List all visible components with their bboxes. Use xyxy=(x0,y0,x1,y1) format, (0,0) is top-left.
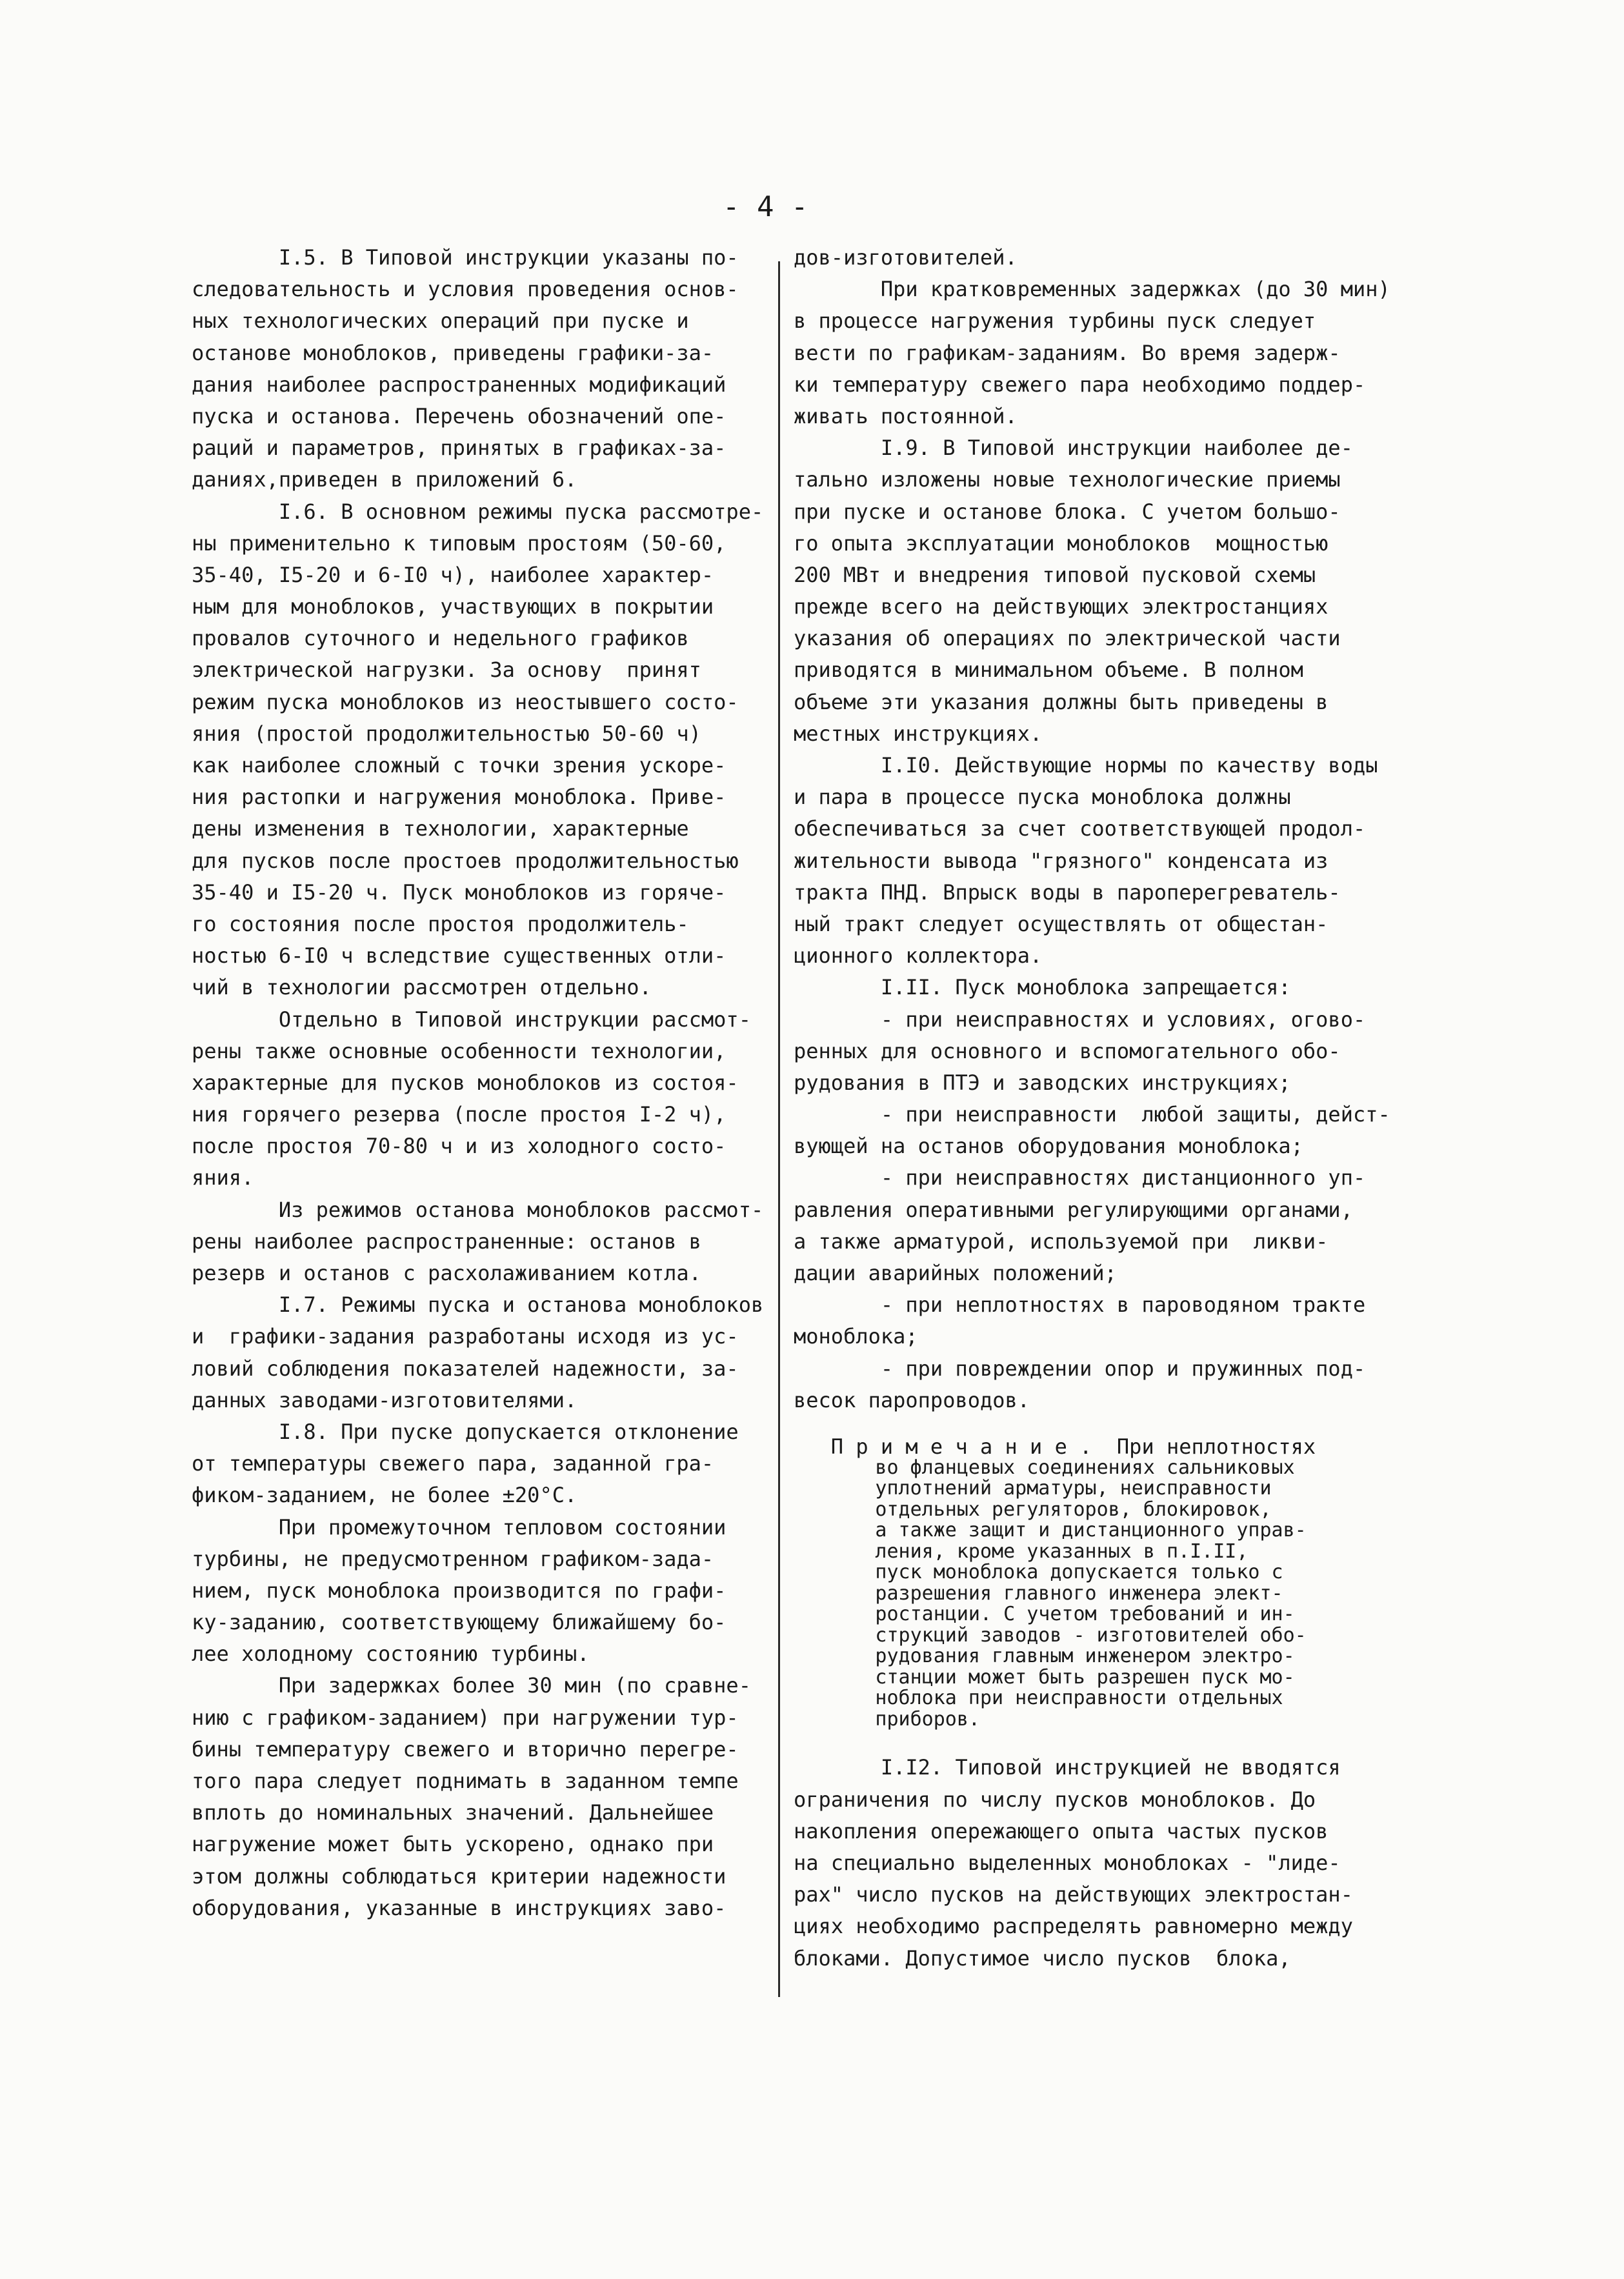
text-line: на специально выделенных моноблоках - "лиде- xyxy=(794,1851,1341,1875)
text-line: ным для моноблоков, участвующих в покрытии xyxy=(192,594,714,619)
text-line: тракта ПНД. Впрыск воды в пароперегреватель- xyxy=(794,879,1341,905)
text-line: лее холодному состоянию турбины. xyxy=(192,1641,590,1667)
text-line: - при неисправностях дистанционного уп- xyxy=(794,1165,1366,1190)
note-line: уплотнений арматуры, неисправности xyxy=(794,1477,1272,1500)
text-line: При кратковременных задержках (до 30 мин) xyxy=(794,277,1390,302)
right-text-column xyxy=(794,242,1400,1974)
text-line: нием, пуск моноблока производится по графи- xyxy=(192,1578,727,1603)
note-line: ноблока при неисправности отдельных xyxy=(794,1687,1283,1710)
text-line: I.II. Пуск моноблока запрещается: xyxy=(794,975,1291,1000)
text-line: пуска и останова. Перечень обозначений опе- xyxy=(192,403,727,428)
text-line: и пара в процессе пуска моноблока должны xyxy=(794,785,1291,810)
text-line: от температуры свежего пара, заданной гра- xyxy=(192,1451,714,1476)
text-line: данных заводами-изготовителями. xyxy=(192,1387,577,1412)
text-line: местных инструкциях. xyxy=(794,721,1043,746)
text-line: оборудования, указанные в инструкциях заво- xyxy=(192,1895,727,1920)
text-line: того пара следует поднимать в заданном темпе xyxy=(192,1769,739,1793)
text-line: ку-заданию, соответствующему ближайшему бо- xyxy=(192,1610,727,1635)
note-line: разрешения главного инженера элект- xyxy=(794,1581,1283,1605)
text-line: I.7. Режимы пуска и останова моноблоков xyxy=(192,1292,764,1318)
text-line: режим пуска моноблоков из неостывшего состо- xyxy=(192,689,739,714)
text-line: а также арматурой, используемой при ликви- xyxy=(794,1229,1328,1254)
text-line: раций и параметров, принятых в графиках-за- xyxy=(192,436,727,461)
text-line: рены наиболее распространенные: останов в xyxy=(192,1229,701,1254)
text-line: циях необходимо распределять равномерно между xyxy=(794,1914,1353,1939)
column-divider xyxy=(778,261,780,1997)
text-line: Отдельно в Типовой инструкции рассмот- xyxy=(192,1007,751,1032)
text-line: 200 МВт и внедрения типовой пусковой схемы xyxy=(794,562,1316,587)
note-line: приборов. xyxy=(794,1707,980,1731)
text-line: чий в технологии рассмотрен отдельно. xyxy=(192,975,652,1000)
text-line: яния. xyxy=(192,1165,254,1190)
text-line: указания об операциях по электрической части xyxy=(794,626,1341,651)
text-line: го состояния после простоя продолжитель- xyxy=(192,911,689,936)
text-line: в процессе нагружения турбины пуск следует xyxy=(794,308,1316,334)
text-line: ны применительно к типовым простоям (50-60, xyxy=(192,530,727,556)
text-line: блоками. Допустимое число пусков блока, xyxy=(794,1945,1291,1971)
note-block xyxy=(794,1436,1400,1731)
text-line: характерные для пусков моноблоков из состоя- xyxy=(192,1070,739,1095)
text-line: фиком-заданием, не более ±20°С. xyxy=(192,1483,577,1508)
text-line: бины температуру свежего и вторично перегре- xyxy=(192,1736,739,1762)
text-line: нагружение может быть ускорено, однако при xyxy=(192,1832,714,1857)
text-line: дены изменения в технологии, характерные xyxy=(192,816,689,841)
text-line: этом должны соблюдаться критерии надежности xyxy=(192,1863,727,1889)
text-line: дов-изготовителей. xyxy=(794,245,1018,270)
note-line: рудования главным инженером электро- xyxy=(794,1645,1295,1668)
text-line: для пусков после простоев продолжительностью xyxy=(192,848,739,873)
right-column-bottom-text xyxy=(794,1752,1400,1974)
text-line: и графики-задания разработаны исходя из ус- xyxy=(192,1324,739,1349)
text-line: го опыта эксплуатации моноблоков мощностью xyxy=(794,530,1328,556)
text-line: дания наиболее распространенных модификаций xyxy=(192,372,727,397)
note-line: пуск моноблока допускается только с xyxy=(794,1561,1283,1584)
text-line: приводятся в минимальном объеме. В полном xyxy=(794,658,1303,683)
text-line: ловий соблюдения показателей надежности, за- xyxy=(192,1356,739,1381)
text-line: I.I2. Типовой инструкцией не вводятся xyxy=(794,1755,1341,1780)
text-line: как наиболее сложный с точки зрения ускоре- xyxy=(192,753,727,778)
note-title: П р и м е ч а н и е . При неплотностях xyxy=(794,1434,1316,1459)
text-line: I.I0. Действующие нормы по качеству воды xyxy=(794,753,1378,778)
text-line: I.9. В Типовой инструкции наиболее де- xyxy=(794,436,1353,461)
text-line: I.8. При пуске допускается отклонение xyxy=(192,1419,739,1444)
text-line: I.6. В основном режимы пуска рассмотре- xyxy=(192,499,764,524)
note-line: во фланцевых соединениях сальниковых xyxy=(794,1456,1295,1479)
left-text-column xyxy=(192,242,764,1924)
right-column-top-text xyxy=(794,242,1400,1416)
text-line: ренных для основного и вспомогательного обо- xyxy=(794,1038,1341,1063)
text-line: ционного коллектора. xyxy=(794,943,1043,969)
text-line: электрической нагрузки. За основу принят xyxy=(192,658,701,683)
text-line: останове моноблоков, приведены графики-за- xyxy=(192,340,714,365)
text-line: вплоть до номинальных значений. Дальнейшее xyxy=(192,1800,714,1825)
text-line: следовательность и условия проведения основ- xyxy=(192,277,739,302)
text-line: жительности вывода "грязного" конденсата из xyxy=(794,848,1328,873)
text-line: обеспечиваться за счет соответствующей продол- xyxy=(794,816,1366,841)
text-line: ки температуру свежего пара необходимо поддер- xyxy=(794,372,1366,397)
text-line: I.5. В Типовой инструкции указаны по- xyxy=(192,245,739,270)
text-line: - при неплотностях в пароводяном тракте xyxy=(794,1292,1366,1318)
note-line: отдельных регуляторов, блокировок, xyxy=(794,1498,1272,1521)
note-line: а также защит и дистанционного управ- xyxy=(794,1519,1307,1542)
text-line: дации аварийных положений; xyxy=(794,1261,1117,1285)
text-line: после простоя 70-80 ч и из холодного состо- xyxy=(192,1134,727,1159)
text-line: вующей на останов оборудования моноблока; xyxy=(794,1134,1303,1159)
note-line: струкций заводов - изготовителей обо- xyxy=(794,1623,1307,1647)
text-line: рены также основные особенности технологии, xyxy=(192,1038,727,1063)
text-line: При задержках более 30 мин (по сравне- xyxy=(192,1673,751,1698)
text-line: нию с графиком-заданием) при нагружении тур- xyxy=(192,1705,739,1730)
text-line: 35-40, I5-20 и 6-I0 ч), наиболее характер- xyxy=(192,562,714,587)
text-line: ния горячего резерва (после простоя I-2 ч), xyxy=(192,1102,727,1127)
text-line: При промежуточном тепловом состоянии xyxy=(192,1514,727,1540)
text-line: - при неисправностях и условиях, огово- xyxy=(794,1007,1366,1032)
text-line: моноблока; xyxy=(794,1324,918,1349)
note-line: ления, кроме указанных в п.I.II, xyxy=(794,1540,1248,1563)
text-line: ных технологических операций при пуске и xyxy=(192,308,689,334)
text-line: вести по графикам-заданиям. Во время задерж- xyxy=(794,340,1341,365)
text-line: Из режимов останова моноблоков рассмот- xyxy=(192,1197,764,1222)
text-line: турбины, не предусмотренном графиком-зада- xyxy=(192,1546,714,1571)
text-line: даниях,приведен в приложений 6. xyxy=(192,467,577,492)
text-line: объеме эти указания должны быть приведены в xyxy=(794,689,1328,714)
text-line: 35-40 и I5-20 ч. Пуск моноблоков из горяче- xyxy=(192,879,727,905)
text-line: ный тракт следует осуществлять от общестан- xyxy=(794,911,1328,936)
text-line: равления оперативными регулирующими органами, xyxy=(794,1197,1353,1222)
text-line: весок паропроводов. xyxy=(794,1387,1030,1412)
text-line: рах" число пусков на действующих электростан- xyxy=(794,1882,1353,1907)
text-line: яния (простой продолжительностью 50-60 ч) xyxy=(192,721,701,746)
text-line: ния растопки и нагружения моноблока. Приве- xyxy=(192,785,727,810)
page-number: - 4 - xyxy=(723,190,808,223)
text-line: при пуске и останове блока. С учетом большо- xyxy=(794,499,1341,524)
note-line: ростанции. С учетом требований и ин- xyxy=(794,1603,1295,1626)
note-lines xyxy=(794,1458,1400,1731)
text-line: - при неисправности любой защиты, дейст- xyxy=(794,1102,1390,1127)
text-line: ограничения по числу пусков моноблоков. До xyxy=(794,1787,1316,1812)
text-line: прежде всего на действующих электростанциях xyxy=(794,594,1328,619)
note-line: станции может быть разрешен пуск мо- xyxy=(794,1665,1295,1689)
text-line: ностью 6-I0 ч вследствие существенных отли- xyxy=(192,943,727,969)
text-line: рудования в ПТЭ и заводских инструкциях; xyxy=(794,1070,1291,1095)
text-line: резерв и останов с расхолаживанием котла. xyxy=(192,1261,701,1285)
text-line: - при повреждении опор и пружинных под- xyxy=(794,1356,1366,1381)
text-line: провалов суточного и недельного графиков xyxy=(192,626,689,651)
text-line: накопления опережающего опыта частых пусков xyxy=(794,1818,1328,1843)
text-line: живать постоянной. xyxy=(794,403,1018,428)
text-line: тально изложены новые технологические приемы xyxy=(794,467,1341,492)
